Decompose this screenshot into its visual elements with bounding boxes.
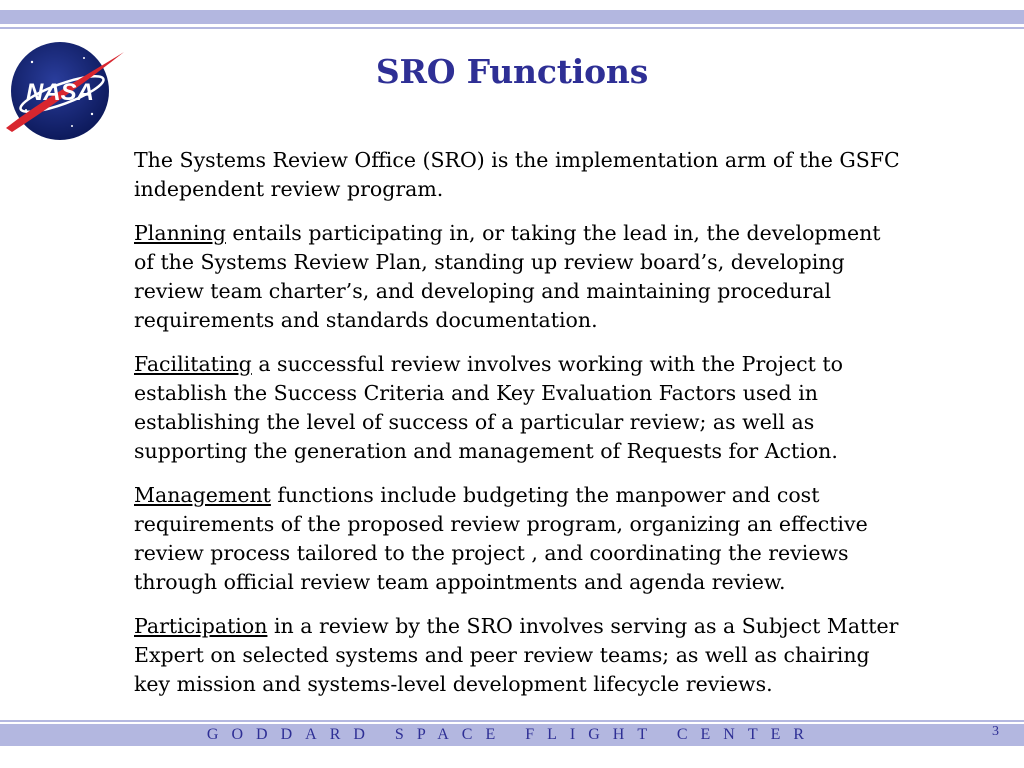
paragraph-intro-text: The Systems Review Office (SRO) is the implementation arm of the GSFC independent review program. xyxy=(134,148,900,201)
paragraph-intro xyxy=(134,146,904,204)
paragraph-participation-text: in a review by the SRO involves serving as a Subject Matter Expert on selected systems and peer review teams; as well as chairing key mission and systems-level development lifecycle reviews. xyxy=(134,614,899,696)
term-participation: Participation xyxy=(134,614,268,638)
paragraph-management xyxy=(134,481,904,597)
term-facilitating: Facilitating xyxy=(134,352,252,376)
paragraph-planning-text: entails participating in, or taking the lead in, the development of the Systems Review Plan, standing up review board’s, developing review team charter’s, and developing and maintaining procedural requirements and standards documentation. xyxy=(134,221,881,332)
footer-center-name: GODDARD SPACE FLIGHT CENTER xyxy=(206,726,818,743)
top-divider xyxy=(0,27,1024,29)
slide-title: SRO Functions xyxy=(375,52,649,91)
paragraph-management-text: functions include budgeting the manpower and cost requirements of the proposed review program, organizing an effective review process tailored to the project , and coordinating the reviews through official review team appointments and agenda review. xyxy=(134,483,868,594)
top-band xyxy=(0,10,1024,24)
slide-body xyxy=(134,146,904,714)
paragraph-planning xyxy=(134,219,904,335)
term-management: Management xyxy=(134,483,271,507)
bottom-divider xyxy=(0,720,1024,722)
paragraph-facilitating xyxy=(134,350,904,466)
nasa-logo-text: NASA xyxy=(25,79,95,106)
paragraph-participation xyxy=(134,612,904,699)
paragraph-facilitating-text: a successful review involves working with the Project to establish the Success Criteria and Key Evaluation Factors used in establishing the level of success of a particular review; as well as supporting the generation and management of Requests for Action. xyxy=(134,352,843,463)
page-number: 3 xyxy=(992,724,999,739)
term-planning: Planning xyxy=(134,221,226,245)
